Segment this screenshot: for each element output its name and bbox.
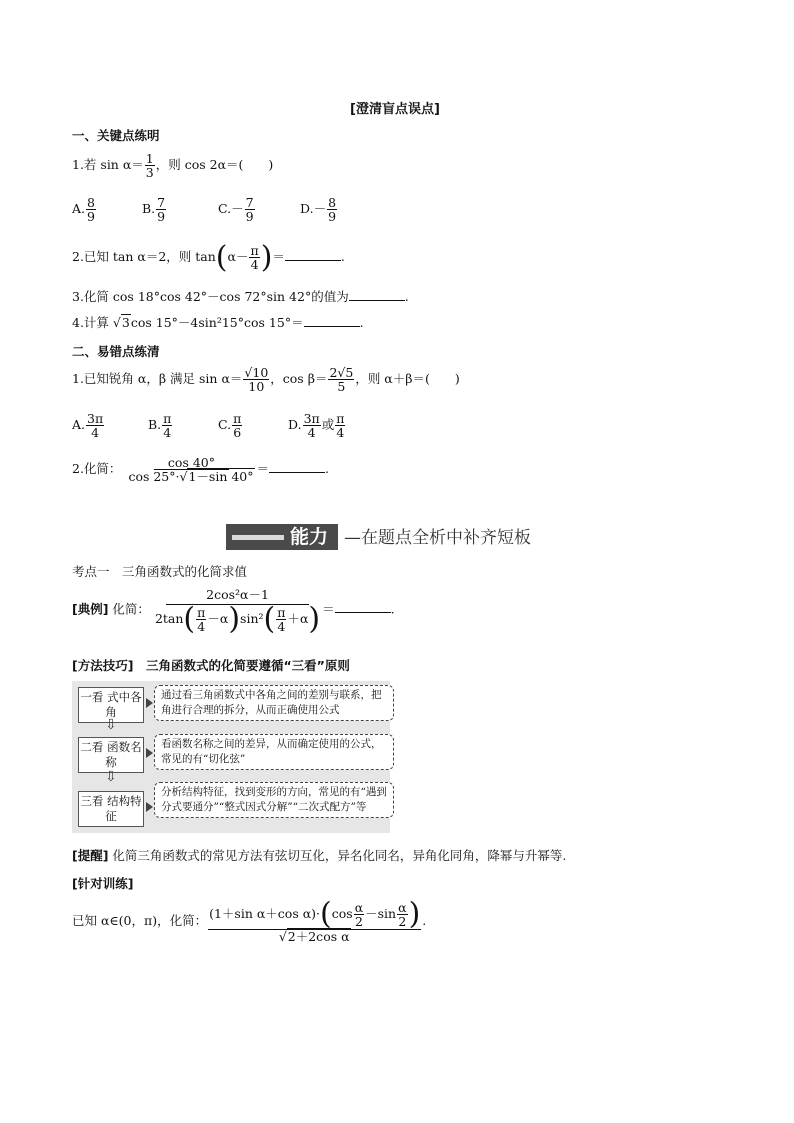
question-4: 4.计算 √3cos 15°－4sin²15°cos 15°＝ . (72, 315, 364, 330)
option-a[interactable]: A. $\frac{3\pi}{4}$ (72, 411, 104, 441)
answer-blank[interactable] (285, 248, 341, 261)
step-box-2: 二看 函数名称 (78, 737, 144, 773)
practice-problem: 已知 α∈(0，π)，化简： (1＋sin α＋cos α)·(cos $\frac{\alpha}{2}$ －sin $\frac{\alpha}{2}$ ) √2＋2cos α . (72, 896, 427, 944)
tip-text: 化简三角函数式的常见方法有弦切互化，异名化同名，异角化同角，降幂与升幂等. (112, 848, 567, 863)
fraction: $\frac{1}{3}$ (145, 151, 154, 181)
option-b[interactable]: B. $\frac{7}{9}$ (142, 195, 166, 225)
question-1-prefix: 1.若 sin α＝ (72, 157, 144, 173)
option-c[interactable]: C. $\frac{\pi}{6}$ (218, 411, 242, 441)
answer-blank[interactable] (335, 600, 391, 613)
step-desc-3: 分析结构特征，找到变形的方向，常见的有“遇到分式要通分”“整式因式分解”“二次式配方”等 (154, 782, 394, 818)
section-heading-error-points: 二、易错点练清 (72, 344, 160, 359)
option-d[interactable]: D.－ $\frac{8}{9}$ (300, 195, 337, 225)
tip (72, 846, 566, 864)
practice-tag: [针对训练] (72, 876, 134, 891)
question-1-suffix: ，则 cos 2α＝( ) (155, 157, 274, 173)
tip-tag: [提醒] (72, 848, 109, 863)
step-box-1: 一看 式中各角 (78, 687, 144, 723)
section-heading-key-points: 一、关键点练明 (72, 128, 160, 143)
question-2: 2.已知 tan α＝2，则 tan(α－ $\frac{\pi}{4}$ )＝ . (72, 240, 345, 275)
step-desc-2: 看函数名称之间的差异，从而确定使用的公式，常见的有“切化弦” (154, 734, 394, 770)
banner-title: 能力 (290, 526, 329, 548)
example-problem: [典例] 化简： 2cos²α－1 2tan( $\frac{\pi}{4}$ －α)sin²( $\frac{\pi}{4}$ ＋α) ＝ . (72, 587, 395, 637)
method-heading (72, 656, 350, 674)
question-2-1: 1.已知锐角 α，β 满足 sin α＝ $\frac{√10}{10}$ ，cos β＝ $\frac{2√5}{5}$ ，则 α＋β＝( ) (72, 365, 460, 395)
answer-blank[interactable] (304, 314, 360, 327)
option-a[interactable]: A. $\frac{8}{9}$ (72, 195, 95, 225)
section-title: [澄清盲点误点] (350, 102, 440, 117)
banner-subtitle: —在题点全析中补齐短板 (344, 528, 531, 548)
arrow-down-icon: ⇩ (105, 717, 117, 733)
point-title: 考点一 三角函数式的化简求值 (72, 564, 248, 579)
option-b[interactable]: B. $\frac{\pi}{4}$ (148, 411, 172, 441)
example-tag: [典例] (72, 601, 109, 617)
answer-blank[interactable] (349, 288, 405, 301)
option-d[interactable]: D. $\frac{3\pi}{4}$ 或 $\frac{\pi}{4}$ (288, 411, 345, 441)
answer-blank[interactable] (269, 460, 325, 473)
question-3: 3.化简 cos 18°cos 42°－cos 72°sin 42°的值为 . (72, 289, 409, 304)
three-look-diagram (72, 681, 390, 833)
method-tag: [方法技巧] (72, 658, 134, 673)
option-c[interactable]: C.－ $\frac{7}{9}$ (218, 195, 254, 225)
question-2-2: 2.化简： $\frac{\cos 40^\circ}{\cos 25^\circ\cdot√1-\sin 40^\circ}$ ＝ . (72, 455, 329, 485)
step-box-3: 三看 结构特征 (78, 791, 144, 827)
arrow-right-icon (146, 698, 153, 708)
question-1 (72, 152, 273, 179)
arrow-right-icon (146, 802, 153, 812)
method-title: 三角函数式的化简要遵循“三看”原则 (145, 658, 350, 673)
arrow-right-icon (146, 748, 153, 758)
step-desc-1: 通过看三角函数式中各角之间的差别与联系，把角进行合理的拆分，从而正确使用公式 (154, 685, 394, 721)
arrow-down-icon: ⇩ (105, 769, 117, 785)
